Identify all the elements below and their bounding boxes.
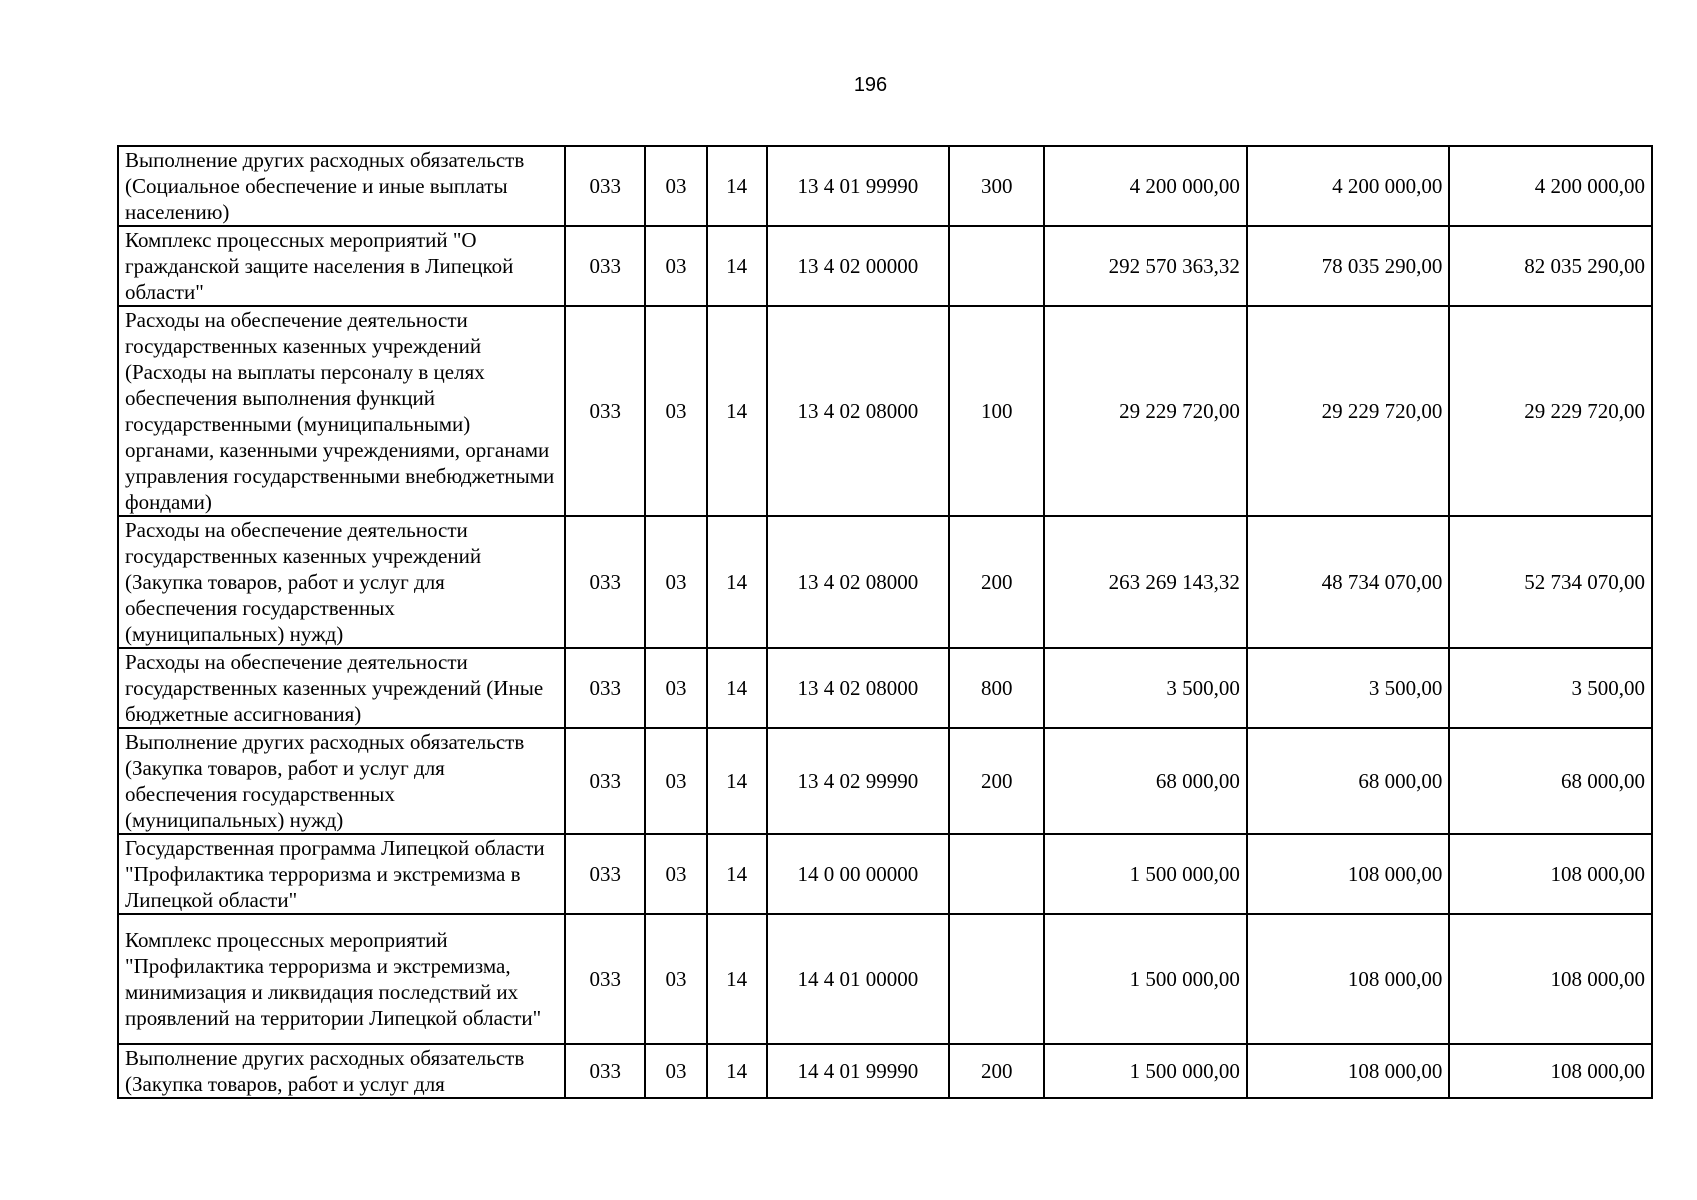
cell-amount-year2: 4 200 000,00 (1247, 146, 1450, 226)
table-row (118, 834, 1652, 914)
cell-amount-year2: 29 229 720,00 (1247, 306, 1450, 516)
cell-section: 03 (645, 728, 706, 834)
cell-amount-year3: 82 035 290,00 (1449, 226, 1652, 306)
cell-section: 03 (645, 306, 706, 516)
cell-section: 03 (645, 834, 706, 914)
cell-amount-year2: 3 500,00 (1247, 648, 1450, 728)
table-row (118, 648, 1652, 728)
cell-expense-type (949, 226, 1044, 306)
cell-subsection: 14 (707, 516, 767, 648)
cell-section: 03 (645, 914, 706, 1044)
cell-subsection: 14 (707, 146, 767, 226)
cell-amount-year1: 68 000,00 (1044, 728, 1247, 834)
table-row (118, 516, 1652, 648)
cell-amount-year3: 68 000,00 (1449, 728, 1652, 834)
cell-amount-year1: 4 200 000,00 (1044, 146, 1247, 226)
cell-section: 03 (645, 226, 706, 306)
cell-subsection: 14 (707, 648, 767, 728)
cell-department-code: 033 (565, 1044, 645, 1098)
cell-amount-year1: 1 500 000,00 (1044, 1044, 1247, 1098)
cell-description: Комплекс процессных мероприятий "О гражданской защите населения в Липецкой области" (118, 226, 565, 306)
cell-department-code: 033 (565, 516, 645, 648)
cell-description: Выполнение других расходных обязательств (Закупка товаров, работ и услуг для (118, 1044, 565, 1098)
cell-description: Комплекс процессных мероприятий "Профилактика терроризма и экстремизма, минимизация и ликвидация последствий их проявлений на территории Липецкой области" (118, 914, 565, 1044)
cell-amount-year3: 108 000,00 (1449, 1044, 1652, 1098)
cell-expense-type (949, 914, 1044, 1044)
cell-expense-type (949, 834, 1044, 914)
cell-amount-year2: 48 734 070,00 (1247, 516, 1450, 648)
cell-target-article: 13 4 02 08000 (767, 648, 949, 728)
cell-department-code: 033 (565, 728, 645, 834)
cell-subsection: 14 (707, 1044, 767, 1098)
table-row (118, 306, 1652, 516)
cell-section: 03 (645, 146, 706, 226)
table-row (118, 226, 1652, 306)
table-row (118, 914, 1652, 1044)
cell-department-code: 033 (565, 914, 645, 1044)
cell-target-article: 13 4 02 00000 (767, 226, 949, 306)
cell-amount-year1: 1 500 000,00 (1044, 914, 1247, 1044)
cell-amount-year3: 108 000,00 (1449, 834, 1652, 914)
cell-description: Государственная программа Липецкой области "Профилактика терроризма и экстремизма в Липецкой области" (118, 834, 565, 914)
cell-subsection: 14 (707, 914, 767, 1044)
cell-expense-type: 200 (949, 1044, 1044, 1098)
cell-expense-type: 200 (949, 728, 1044, 834)
cell-department-code: 033 (565, 306, 645, 516)
cell-section: 03 (645, 1044, 706, 1098)
cell-section: 03 (645, 648, 706, 728)
table-row (118, 1044, 1652, 1098)
cell-amount-year3: 52 734 070,00 (1449, 516, 1652, 648)
cell-target-article: 13 4 02 08000 (767, 516, 949, 648)
cell-description: Расходы на обеспечение деятельности государственных казенных учреждений (Закупка товаров, работ и услуг для обеспечения государственных (муниципальных) нужд) (118, 516, 565, 648)
cell-department-code: 033 (565, 648, 645, 728)
cell-subsection: 14 (707, 226, 767, 306)
cell-expense-type: 100 (949, 306, 1044, 516)
cell-amount-year3: 29 229 720,00 (1449, 306, 1652, 516)
cell-department-code: 033 (565, 834, 645, 914)
cell-expense-type: 300 (949, 146, 1044, 226)
cell-department-code: 033 (565, 226, 645, 306)
cell-amount-year1: 292 570 363,32 (1044, 226, 1247, 306)
budget-table (117, 145, 1653, 1099)
cell-target-article: 13 4 02 99990 (767, 728, 949, 834)
cell-expense-type: 800 (949, 648, 1044, 728)
cell-amount-year2: 78 035 290,00 (1247, 226, 1450, 306)
cell-amount-year2: 108 000,00 (1247, 1044, 1450, 1098)
cell-subsection: 14 (707, 306, 767, 516)
cell-amount-year3: 3 500,00 (1449, 648, 1652, 728)
cell-amount-year1: 1 500 000,00 (1044, 834, 1247, 914)
cell-target-article: 13 4 02 08000 (767, 306, 949, 516)
cell-amount-year1: 29 229 720,00 (1044, 306, 1247, 516)
cell-description: Выполнение других расходных обязательств (Социальное обеспечение и иные выплаты населению) (118, 146, 565, 226)
cell-expense-type: 200 (949, 516, 1044, 648)
cell-description: Выполнение других расходных обязательств (Закупка товаров, работ и услуг для обеспечения государственных (муниципальных) нужд) (118, 728, 565, 834)
cell-amount-year3: 4 200 000,00 (1449, 146, 1652, 226)
cell-description: Расходы на обеспечение деятельности государственных казенных учреждений (Расходы на выплаты персоналу в целях обеспечения выполнения функций государственными (муниципальными) органами, казенными учреждениями, органами управления государственными внебюджетными фондами) (118, 306, 565, 516)
page-number: 196 (853, 74, 888, 96)
cell-section: 03 (645, 516, 706, 648)
cell-amount-year2: 68 000,00 (1247, 728, 1450, 834)
cell-target-article: 14 4 01 99990 (767, 1044, 949, 1098)
cell-target-article: 14 0 00 00000 (767, 834, 949, 914)
cell-department-code: 033 (565, 146, 645, 226)
cell-subsection: 14 (707, 728, 767, 834)
table-row (118, 146, 1652, 226)
cell-target-article: 14 4 01 00000 (767, 914, 949, 1044)
cell-amount-year3: 108 000,00 (1449, 914, 1652, 1044)
cell-amount-year2: 108 000,00 (1247, 914, 1450, 1044)
cell-amount-year1: 263 269 143,32 (1044, 516, 1247, 648)
cell-amount-year1: 3 500,00 (1044, 648, 1247, 728)
cell-amount-year2: 108 000,00 (1247, 834, 1450, 914)
cell-description: Расходы на обеспечение деятельности государственных казенных учреждений (Иные бюджетные ассигнования) (118, 648, 565, 728)
cell-subsection: 14 (707, 834, 767, 914)
table-row (118, 728, 1652, 834)
cell-target-article: 13 4 01 99990 (767, 146, 949, 226)
